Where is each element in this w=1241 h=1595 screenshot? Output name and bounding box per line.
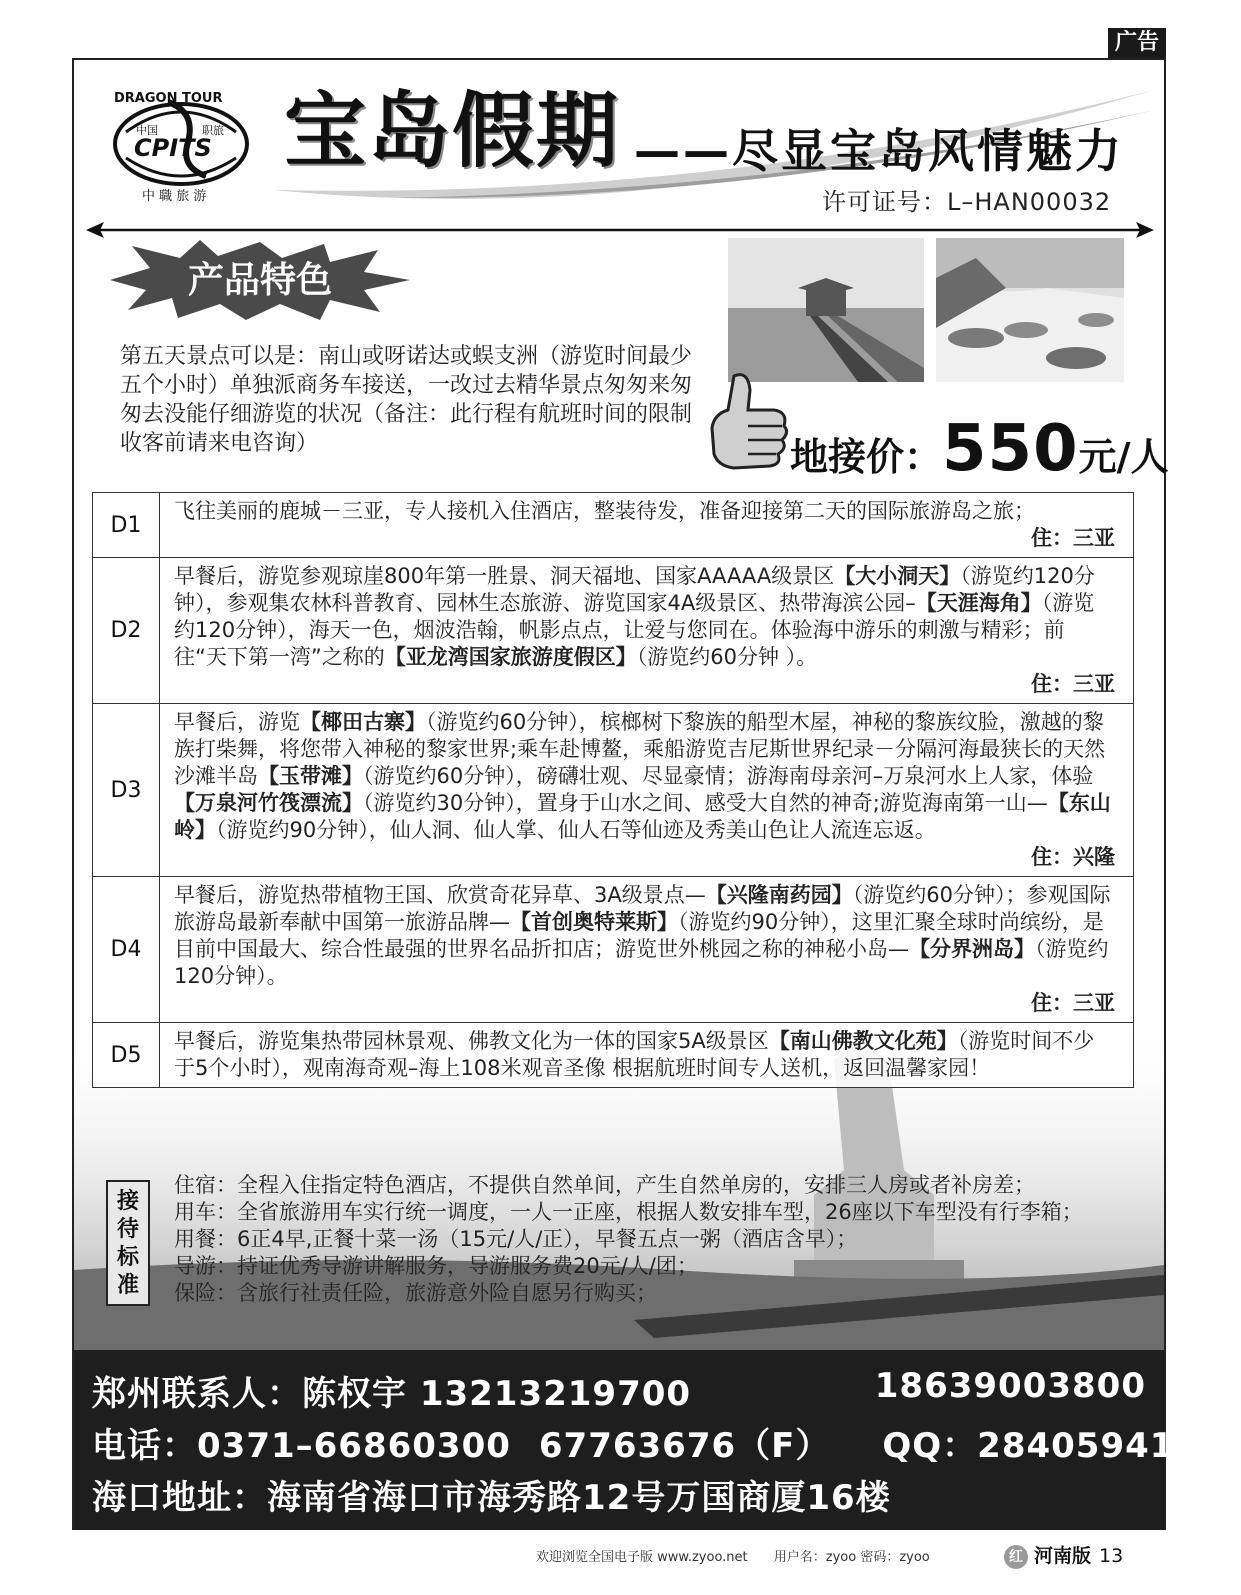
- itinerary-text-segment: （游览约120分钟）。: [174, 937, 1109, 988]
- contact-panel: [74, 1350, 1200, 1530]
- itinerary-text-segment: 早餐后，游览热带植物王国、欣赏奇花异草、3A级景点—: [174, 883, 706, 907]
- itinerary-day: D5: [93, 1023, 160, 1088]
- product-features-badge: [110, 240, 410, 320]
- overnight-location: 住：兴隆: [1031, 845, 1115, 869]
- logo-abbr: CPITS: [134, 134, 212, 162]
- features-badge-label: 产品特色: [187, 260, 333, 301]
- overnight-location: 住：三亚: [1031, 672, 1115, 696]
- itinerary-day: D2: [93, 558, 160, 704]
- footer-info: [536, 1546, 952, 1565]
- haikou-address: 海口地址：海南省海口市海秀路12号万国商厦16楼: [92, 1478, 891, 1518]
- itinerary-table: [92, 492, 1134, 1088]
- scenic-spot-name: 【分界洲岛】: [909, 937, 1035, 961]
- ad-tag: 广告: [1108, 28, 1166, 58]
- logo-cn-right: 职旅: [202, 124, 224, 137]
- price-label: 地接价：: [790, 435, 943, 479]
- itinerary-day: D4: [93, 877, 160, 1023]
- itinerary-text: [174, 1028, 1115, 1082]
- scenic-spot-name: 【玉带滩】: [258, 764, 363, 788]
- itinerary-text-segment: 早餐后，游览参观琼崖800年第一胜景、洞天福地、国家AAAAA级景区: [174, 564, 835, 588]
- itinerary-text-segment: 早餐后，游览集热带园林景观、佛教文化为一体的国家5A级景区: [174, 1029, 769, 1053]
- scenic-spot-name: 【大小洞天】: [834, 564, 961, 588]
- edition-name: 河南版: [1034, 1545, 1092, 1567]
- itinerary-row: [93, 704, 1134, 877]
- itinerary-day: D3: [93, 704, 160, 877]
- itinerary-description: [160, 704, 1134, 877]
- features-description: 第五天景点可以是：南山或呀诺达或蜈支洲（游览时间最少五个小时）单独派商务车接送，一改过去精华景点匆匆来匆匆去没能仔细游览的状况（备注：此行程有航班时间的限制收客前请来电咨询）: [120, 344, 693, 456]
- double-arrow-divider: [86, 220, 1154, 240]
- itinerary-text-segment: （游览时间不少于5个小时），观南海奇观–海上108米观音圣像 根据航班时间专人送机，返回温馨家园！: [174, 1029, 1095, 1080]
- price-value: 550: [942, 412, 1079, 486]
- reception-standards-label: 接待标准: [106, 1180, 150, 1306]
- contact-person: 郑州联系人：陈权宇 13213219700: [92, 1374, 692, 1414]
- itinerary-text-segment: （游览约60分钟 ）。: [636, 645, 818, 669]
- itinerary-text: [174, 882, 1115, 990]
- itinerary-row: [93, 558, 1134, 704]
- phone-line: [92, 1418, 1199, 1467]
- license-number: 许可证号：L–HAN00032: [822, 188, 1112, 216]
- itinerary-text-segment: （游览约90分钟），这里汇聚全球时尚缤纷，是目前中国最大、综合性最强的世界名品折扣店；游览世外桃园之称的神秘小岛—: [174, 910, 1104, 961]
- standard-item: 导游：持证优秀导游讲解服务，导游服务费20元/人/团；: [174, 1254, 698, 1278]
- itinerary-body: [93, 493, 1134, 1088]
- logo-bottom-text: 中 職 旅 游: [142, 189, 207, 204]
- price-unit: 元/人: [1078, 435, 1169, 479]
- scenic-spot-name: 【天涯海角】: [915, 591, 1042, 615]
- itinerary-text-segment: （游览约30分钟），置身于山水之间、感受大自然的神奇;游览海南第一山—: [363, 791, 1048, 815]
- scenic-spot-name: 【亚龙湾国家旅游度假区】: [384, 645, 637, 669]
- logo-cn-left: 中国: [136, 124, 158, 137]
- sub-title: ——尽显宝岛风情魅力: [634, 124, 1124, 178]
- itinerary-text-segment: （游览约90分钟），仙人洞、仙人掌、仙人石等仙迹及秀美山色让人流连忘返。: [216, 818, 936, 842]
- standard-item: 住宿：全程入住指定特色酒店，不提供自然单间，产生自然单房的，安排三人房或者补房差；: [174, 1173, 1035, 1197]
- scenic-spot-name: 【南山佛教文化苑】: [768, 1029, 958, 1053]
- scenic-spot-name: 【东山岭】: [174, 791, 1111, 842]
- itinerary-row: [93, 1023, 1134, 1088]
- qq-number: QQ：284059410: [882, 1426, 1200, 1466]
- itinerary-description: [160, 877, 1134, 1023]
- phone-number: 0371–66860300: [197, 1426, 511, 1466]
- itinerary-day: D1: [93, 493, 160, 558]
- itinerary-text: [174, 709, 1115, 844]
- itinerary-description: [160, 558, 1134, 704]
- edition-label: [1004, 1541, 1123, 1569]
- scenic-spot-name: 【万泉河竹筏漂流】: [174, 791, 363, 815]
- itinerary-text: [174, 563, 1115, 671]
- advertisement-frame: [72, 58, 1200, 1530]
- itinerary-description: [160, 493, 1134, 558]
- overnight-location: 住：三亚: [1031, 991, 1115, 1015]
- fax-number: 67763676（F）: [538, 1426, 831, 1466]
- standard-item: 用车：全省旅游用车实行统一调度，一人一正座，根据人数安排车型，26座以下车型没有行李箱；: [174, 1200, 1083, 1224]
- scenic-spot-name: 【首创奥特莱斯】: [510, 910, 678, 934]
- itinerary-text-segment: （游览约60分钟），磅礴壮观、尽显豪情；游海南母亲河–万泉河水上人家，体验: [363, 764, 1094, 788]
- itinerary-text-segment: （游览约120分钟），参观集农林科普教育、园林生态旅游、游览国家4A级景区、热带海滨公园–: [174, 564, 1095, 615]
- reception-standards-list: [174, 1172, 1134, 1307]
- page-number: 13: [1099, 1545, 1124, 1567]
- pier-pavilion-photo: [728, 238, 924, 382]
- footer-credentials: 用户名：zyoo 密码：zyoo: [773, 1550, 930, 1565]
- itinerary-description: [160, 1023, 1134, 1088]
- main-title: 宝岛假期: [284, 83, 621, 179]
- scenic-spot-name: 【椰田古寨】: [300, 710, 426, 734]
- thumbs-up-icon: [704, 370, 790, 482]
- overnight-location: 住：三亚: [1031, 526, 1115, 550]
- beach-umbrellas-photo: [936, 238, 1124, 382]
- itinerary-text-segment: （游览约60分钟），槟榔树下黎族的船型木屋，神秘的黎族纹脸，激越的黎族打柴舞，将您带入神秘的黎家世界;乘车赴博鳌，乘船游览吉尼斯世界纪录－分隔河海最狭长的天然沙滩半岛: [174, 710, 1106, 788]
- itinerary-row: [93, 493, 1134, 558]
- logo-arc-text: DRAGON TOUR: [114, 91, 223, 106]
- standard-item: 用餐：6正4早,正餐十菜一汤（15元/人/正），早餐五点一粥（酒店含早）；: [174, 1227, 858, 1251]
- itinerary-text-segment: 早餐后，游览: [174, 710, 300, 734]
- itinerary-text-segment: 飞往美丽的鹿城－三亚，专人接机入住酒店，整装待发，准备迎接第二天的国际旅游岛之旅；: [174, 499, 1035, 523]
- local-price: [790, 412, 1169, 486]
- itinerary-row: [93, 877, 1134, 1023]
- itinerary-text-segment: （游览约60分钟）；参观国际旅游岛最新奉献中国第一旅游品牌—: [174, 883, 1111, 934]
- phone-label: 电话：: [92, 1426, 197, 1466]
- cpits-dragon-tour-logo: [96, 72, 266, 212]
- footer-welcome-link[interactable]: 欢迎浏览全国电子版 www.zyoo.net: [536, 1550, 748, 1565]
- scenic-spot-name: 【兴隆南药园】: [705, 883, 853, 907]
- itinerary-text: [174, 498, 1115, 525]
- standard-item: 保险：含旅行社责任险，旅游意外险自愿另行购买；: [174, 1281, 657, 1305]
- contact-mobile: 18639003800: [874, 1366, 1146, 1406]
- edition-logo-icon: 红: [1004, 1545, 1028, 1569]
- itinerary-text-segment: （游览约120分钟），海天一色，烟波浩翰，帆影点点，让爱与您同在。体验海中游乐的刺激与精彩；前往“天下第一湾”之称的: [174, 591, 1095, 669]
